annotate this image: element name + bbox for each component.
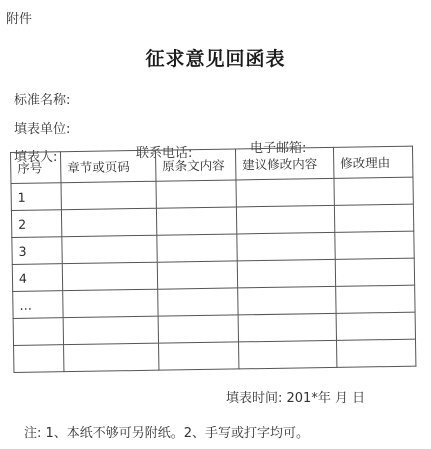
table-cell[interactable] bbox=[157, 261, 237, 289]
table-cell[interactable] bbox=[62, 235, 157, 263]
table-cell[interactable] bbox=[62, 262, 157, 290]
table-cell[interactable] bbox=[236, 205, 334, 234]
table-cell[interactable] bbox=[158, 288, 238, 316]
table-cell[interactable] bbox=[159, 342, 239, 370]
table-cell[interactable] bbox=[336, 285, 415, 313]
email-label: 电子邮箱: bbox=[250, 141, 307, 156]
fill-time: 填表时间: 201*年 月 日 bbox=[226, 391, 366, 406]
standard-name-label: 标准名称: bbox=[14, 93, 71, 108]
row-serial-cell: 4 bbox=[12, 264, 62, 292]
feedback-table-container bbox=[10, 146, 415, 373]
row-serial-cell: 2 bbox=[11, 210, 61, 238]
table-cell[interactable] bbox=[239, 340, 337, 369]
table-cell[interactable] bbox=[156, 180, 236, 208]
phone-label: 联系电话: bbox=[136, 146, 193, 161]
header-serial-number: 序号 bbox=[11, 152, 61, 184]
row-serial-cell: 1 bbox=[11, 183, 61, 211]
header-chapter-or-page: 章节或页码 bbox=[61, 150, 156, 182]
table-cell[interactable] bbox=[236, 178, 334, 207]
header-original-text: 原条文内容 bbox=[155, 149, 235, 181]
table-cell[interactable] bbox=[237, 259, 335, 288]
row-serial-cell bbox=[14, 345, 64, 373]
table-cell[interactable] bbox=[63, 289, 158, 317]
table-cell[interactable] bbox=[157, 234, 237, 262]
table-cell[interactable] bbox=[334, 177, 413, 205]
table-cell[interactable] bbox=[334, 204, 413, 232]
filling-unit-label: 填表单位: bbox=[14, 122, 71, 137]
table-cell[interactable] bbox=[156, 207, 236, 235]
table-cell[interactable] bbox=[61, 208, 156, 236]
page-title: 征求意见回函表 bbox=[145, 48, 286, 70]
feedback-table bbox=[10, 146, 416, 373]
attachment-label: 附件 bbox=[6, 12, 33, 27]
table-cell[interactable] bbox=[336, 339, 415, 367]
table-cell[interactable] bbox=[64, 343, 159, 371]
row-serial-cell bbox=[13, 318, 63, 346]
table-cell[interactable] bbox=[336, 312, 415, 340]
table-cell[interactable] bbox=[238, 286, 336, 315]
row-serial-cell: 3 bbox=[12, 237, 62, 265]
table-cell[interactable] bbox=[61, 181, 156, 209]
table-cell[interactable] bbox=[63, 316, 158, 344]
footer-note: 注: 1、本纸不够可另附纸。2、手写或打字均可。 bbox=[24, 426, 310, 441]
table-cell[interactable] bbox=[238, 313, 336, 342]
table-cell[interactable] bbox=[335, 231, 414, 259]
header-suggested-change: 建议修改内容 bbox=[235, 147, 333, 180]
table-row bbox=[14, 339, 416, 372]
row-serial-cell: … bbox=[13, 291, 63, 319]
filler-label: 填表人: bbox=[14, 150, 58, 165]
table-cell[interactable] bbox=[158, 315, 238, 343]
table-cell[interactable] bbox=[237, 232, 335, 261]
header-reason: 修改理由 bbox=[333, 146, 412, 178]
table-cell[interactable] bbox=[335, 258, 414, 286]
